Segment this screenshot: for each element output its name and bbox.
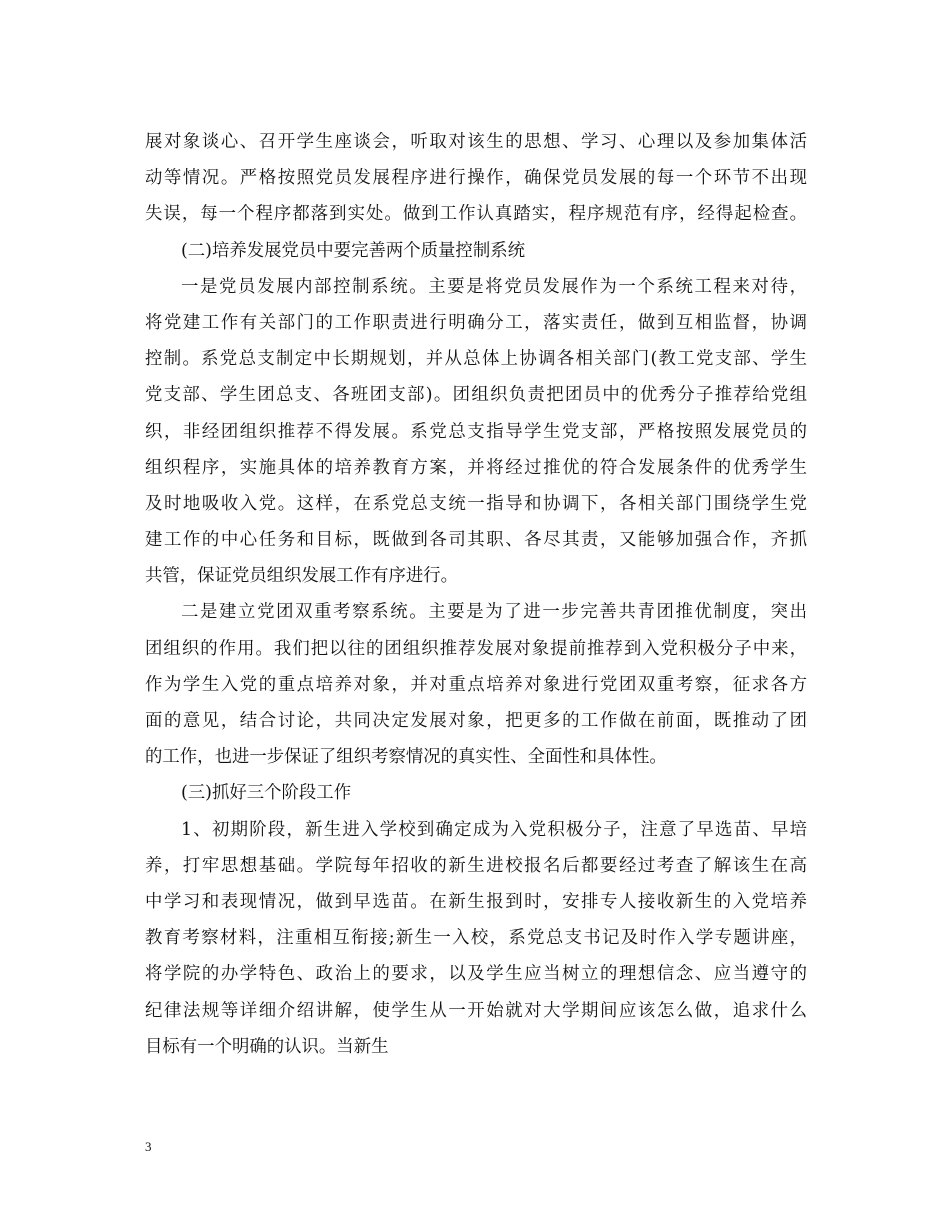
text-line: 共管，保证党员组织发展工作有序进行。 [145, 566, 459, 587]
text-line: 失误，每一个程序都落到实处。做到工作认真踏实，程序规范有序，经得起检查。 [145, 204, 807, 225]
text-line: 党支部、学生团总支、各班团支部)。团组织负责把团员中的优秀分子推荐给党组 [145, 385, 807, 406]
text-line: 1、初期阶段，新生进入学校到确定成为入党积极分子，注意了早选苗、早培 [181, 819, 807, 840]
text-line: 养，打牢思想基础。学院每年招收的新生进校报名后都要经过考查了解该生在高 [145, 855, 807, 876]
text-line: 的工作，也进一步保证了组织考察情况的真实性、全面性和具体性。 [145, 747, 667, 768]
text-line: 组织程序，实施具体的培养教育方案，并将经过推优的符合发展条件的优秀学生 [145, 457, 807, 478]
text-line: 及时地吸收入党。这样，在系党总支统一指导和协调下，各相关部门围绕学生党 [145, 493, 807, 514]
page-number: 3 [145, 1139, 152, 1154]
text-line: 动等情况。严格按照党员发展程序进行操作，确保党员发展的每一个环节不出现 [145, 168, 807, 189]
body-text [145, 124, 807, 1065]
text-line: 作为学生入党的重点培养对象，并对重点培养对象进行党团双重考察，征求各方 [145, 674, 807, 695]
text-line: 将党建工作有关部门的工作职责进行明确分工，落实责任，做到互相监督，协调 [145, 312, 807, 333]
text-line: 展对象谈心、召开学生座谈会，听取对该生的思想、学习、心理以及参加集体活 [145, 132, 807, 152]
text-line: 二是建立党团双重考察系统。主要是为了进一步完善共青团推优制度，突出 [181, 602, 807, 623]
text-line: 中学习和表现情况，做到早选苗。在新生报到时，安排专人接收新生的入党培养 [145, 891, 807, 912]
text-line: 一是党员发展内部控制系统。主要是将党员发展作为一个系统工程来对待， [181, 276, 807, 297]
text-line: 将学院的办学特色、政治上的要求，以及学生应当树立的理想信念、应当遵守的 [145, 964, 807, 985]
section-heading: (三)抓好三个阶段工作 [181, 783, 352, 804]
text-line: 纪律法规等详细介绍讲解，使学生从一开始就对大学期间应该怎么做，追求什么 [145, 1000, 807, 1021]
text-line: 目标有一个明确的认识。当新生 [145, 1036, 389, 1057]
text-line: 织，非经团组织推荐不得发展。系党总支指导学生党支部，严格按照发展党员的 [145, 421, 807, 442]
text-line: 建工作的中心任务和目标，既做到各司其职、各尽其责，又能够加强合作，齐抓 [145, 530, 807, 551]
text-line: 控制。系党总支制定中长期规划，并从总体上协调各相关部门(教工党支部、学生 [145, 349, 807, 370]
text-line: 面的意见，结合讨论，共同决定发展对象，把更多的工作做在前面，既推动了团 [145, 711, 807, 731]
section-heading: (二)培养发展党员中要完善两个质量控制系统 [181, 240, 525, 261]
text-line: 团组织的作用。我们把以往的团组织推荐发展对象提前推荐到入党积极分子中来， [145, 638, 807, 659]
text-line: 教育考察材料，注重相互衔接;新生一入校，系党总支书记及时作入学专题讲座， [145, 928, 807, 949]
